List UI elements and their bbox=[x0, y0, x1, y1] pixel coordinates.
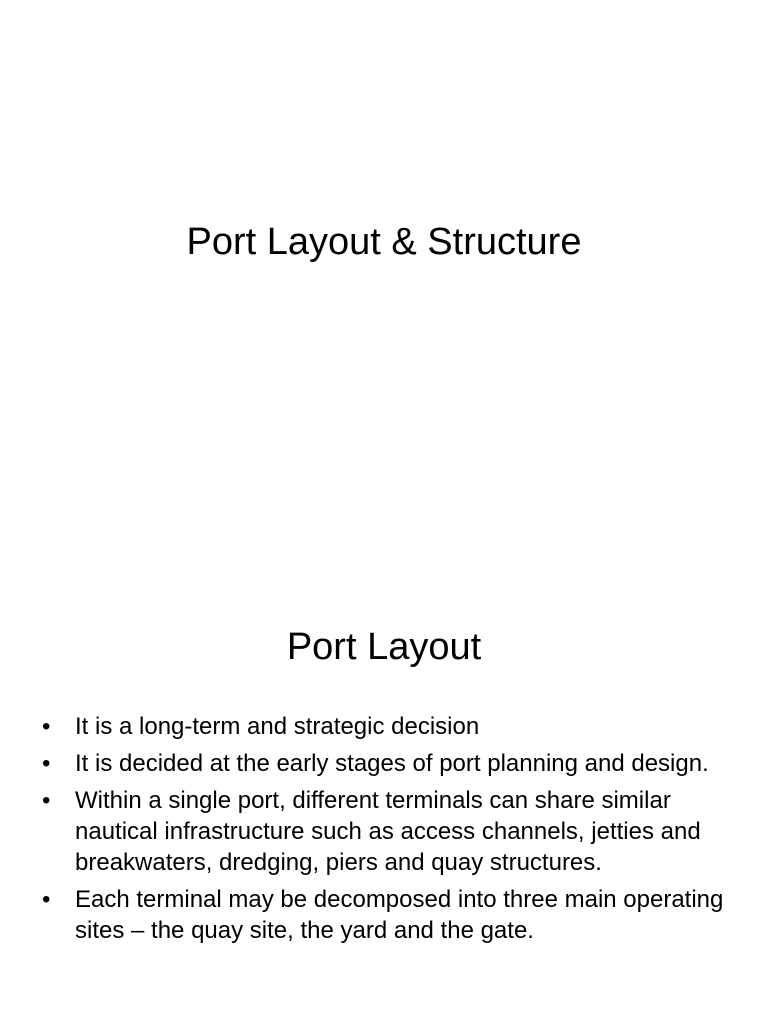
bullet-text: Within a single port, different terminals can share similar nautical infrastructure such as access channels, jetties and breakwaters, dredging, piers and quay structures. bbox=[75, 787, 701, 876]
slide-heading: Port Layout bbox=[286, 626, 482, 668]
bullet-dot-icon: • bbox=[42, 886, 51, 913]
content-slide bbox=[0, 512, 768, 1024]
bullet-text: It is decided at the early stages of port planning and design. bbox=[75, 750, 709, 777]
bullet-list bbox=[42, 711, 732, 952]
bullet-text: It is a long-term and strategic decision bbox=[75, 713, 480, 740]
bullet-dot-icon: • bbox=[42, 787, 51, 814]
bullet-text: Each terminal may be decomposed into three main operating sites – the quay site, the yard and the gate. bbox=[75, 886, 724, 944]
slide-title: Port Layout & Structure bbox=[186, 221, 582, 263]
bullet-item bbox=[42, 711, 732, 742]
bullet-dot-icon: • bbox=[42, 713, 51, 740]
bullet-item bbox=[42, 785, 732, 878]
bullet-dot-icon: • bbox=[42, 750, 51, 777]
bullet-item bbox=[42, 748, 732, 779]
bullet-item bbox=[42, 884, 732, 946]
